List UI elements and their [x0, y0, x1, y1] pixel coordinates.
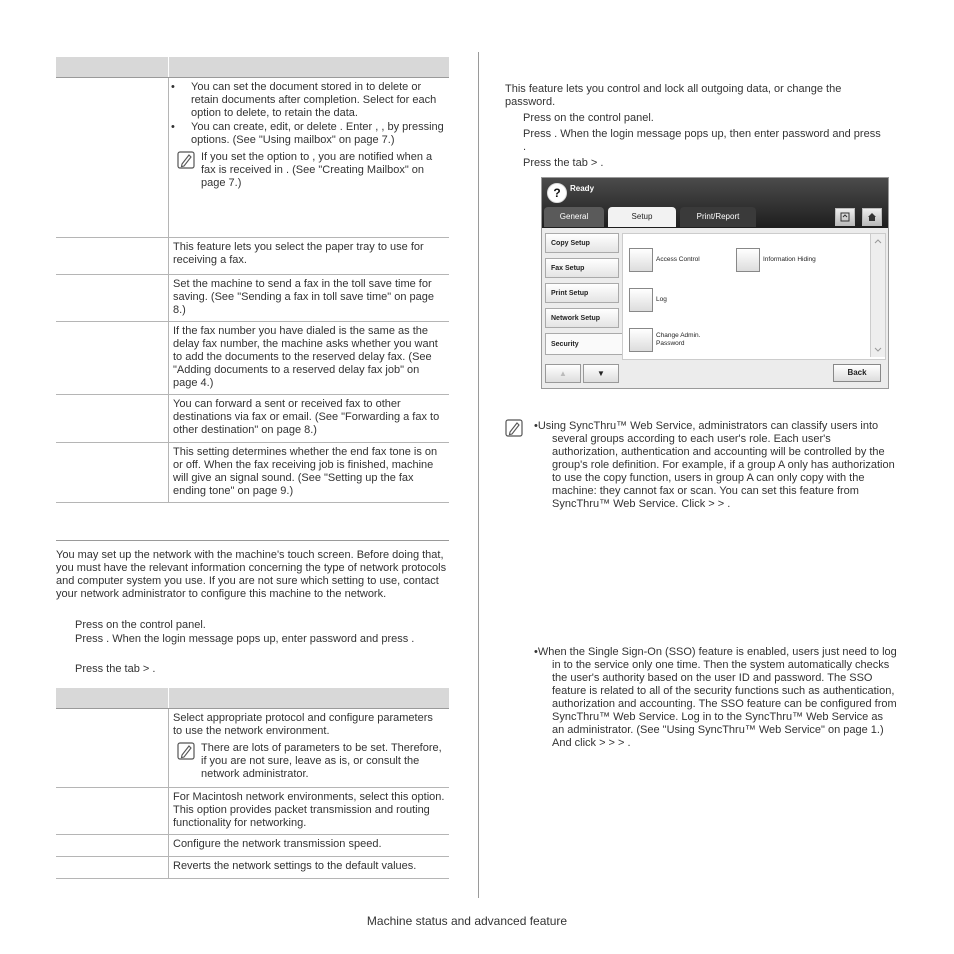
change-admin-password-label: Change Admin. Password — [656, 332, 701, 347]
control-panel-screen — [541, 177, 889, 389]
scroll-down-icon — [871, 345, 885, 355]
security-note-1: •Using SyncThru™ Web Service, administrators can classify users into several groups according to each user's role. Each user's authorization, authentication and accounting will be controlled by the group's role definition. For example, if a group A only has authorization to use the copy function, users in group A can only copy with the machine: they cannot fax or scan. You can set this feature from SyncThru™ Web Service. Click > > . — [534, 420, 895, 510]
status-text: Ready — [570, 184, 595, 193]
network-intro: You may set up the network with the machine's touch screen. Before doing that, you must have the relevant information concerning the type of network protocols and computer system you use. If you are not sure which setting to use, contact your network administrator to configure this machine to the network. — [56, 549, 447, 600]
side-item-print-setup[interactable]: Print Setup — [545, 283, 619, 303]
side-item-copy-setup[interactable]: Copy Setup — [545, 233, 619, 253]
page-footer: Machine status and advanced feature — [366, 914, 568, 928]
table-row: This setting determines whether the end fax tone is on or off. When the fax receiving job is finished, machine will give an signal sound. (See "Setting up the fax ending tone" on page 9.) — [169, 443, 450, 503]
options-area — [622, 233, 886, 360]
tab-setup[interactable]: Setup — [608, 207, 676, 227]
access-control-button[interactable] — [629, 248, 653, 272]
network-step-1: Press on the control panel. — [75, 619, 206, 631]
access-control-label: Access Control — [656, 256, 700, 263]
note-pencil-icon — [177, 151, 195, 169]
page-up-button[interactable]: ▲ — [545, 364, 581, 383]
security-intro: This feature lets you control and lock all outgoing data, or change the password. — [505, 83, 842, 108]
table-header-description — [169, 57, 450, 78]
network-step-3: Press the tab > . — [75, 663, 156, 675]
note: If you set the option to , you are notified when a fax is received in . (See "Creating Mailbox" on page 7.) — [173, 151, 445, 190]
security-step-3: Press the tab > . — [523, 157, 604, 169]
tab-general[interactable]: General — [544, 207, 604, 227]
help-button[interactable]: ? — [547, 183, 567, 203]
home-icon — [867, 212, 877, 222]
side-item-fax-setup[interactable]: Fax Setup — [545, 258, 619, 278]
note: There are lots of parameters to be set. Therefore, if you are not sure, leave as is, or consult the network administrator. — [173, 742, 445, 781]
information-hiding-button[interactable] — [736, 248, 760, 272]
information-hiding-label: Information Hiding — [763, 256, 816, 263]
change-admin-password-button[interactable] — [629, 328, 653, 352]
table-header-description — [169, 688, 450, 709]
scroll-up-icon — [871, 236, 885, 246]
log-label: Log — [656, 296, 667, 303]
table-row: Configure the network transmission speed. — [169, 835, 450, 857]
table-row: Select appropriate protocol and configure parameters to use the network environment. There are lots of parameters to be set. Therefore, if you are not sure, leave as is, or consult the network administrator. — [169, 709, 450, 788]
network-settings-table — [56, 688, 449, 879]
scrollbar[interactable] — [870, 234, 885, 357]
table-header-option — [56, 57, 169, 78]
table-row: You can forward a sent or received fax to other destinations via fax or email. (See "Forwarding a fax to other destination" on page 8.) — [169, 395, 450, 443]
table-row: Reverts the network settings to the default values. — [169, 857, 450, 879]
note-pencil-icon — [505, 419, 523, 437]
home-button[interactable] — [862, 208, 882, 226]
fax-settings-table — [56, 57, 449, 503]
table-header-option — [56, 688, 169, 709]
side-item-security[interactable]: Security — [545, 333, 623, 355]
table-row: Set the machine to send a fax in the toll save time for saving. (See "Sending a fax in toll save time" on page 8.) — [169, 275, 450, 322]
security-step-2: Press . When the login message pops up, then enter password and press . — [523, 128, 881, 153]
security-note-2: •When the Single Sign-On (SSO) feature is enabled, users just need to log in to the service only one time. Then the system automatically checks the user's authority based on the user ID and password. The SSO feature is related to all of the security functions such as authentication, authorization and accounting. The SSO feature can be configured from SyncThru™ Web Service. Log in to the SyncThru™ Web Service as an administrator. (See "Using SyncThru™ Web Service" on page 1.) And click > > > . — [534, 646, 897, 749]
job-status-icon — [840, 212, 850, 222]
security-step-1: Press on the control panel. — [523, 112, 654, 124]
page-down-button[interactable]: ▼ — [583, 364, 619, 383]
side-item-network-setup[interactable]: Network Setup — [545, 308, 619, 328]
table-row: • You can set the document stored in to delete or retain documents after completion. Select for each option to delete, to retain the data. • You can create, edit, or delete . Enter , , by pressing options. (See "Using mailbox" on page 7.) If you set the option to , you are notified when a fax is received in . (See "Creating Mailbox" on page 7.) — [169, 78, 450, 238]
note-pencil-icon — [177, 742, 195, 760]
log-button[interactable] — [629, 288, 653, 312]
table-row: This feature lets you select the paper tray to use for receiving a fax. — [169, 238, 450, 275]
back-button[interactable]: Back — [833, 364, 881, 382]
section-divider — [56, 540, 449, 541]
network-step-2: Press . When the login message pops up, enter password and press . — [75, 633, 415, 645]
table-row: If the fax number you have dialed is the same as the delay fax number, the machine asks whether you want to add the documents to the reserved delay fax. (See "Adding documents to a reserved delay fax job" on page 4.) — [169, 322, 450, 395]
tab-print-report[interactable]: Print/Report — [680, 207, 756, 227]
column-divider — [478, 52, 479, 898]
job-status-button[interactable] — [835, 208, 855, 226]
panel-header — [542, 178, 888, 228]
table-row: For Macintosh network environments, select this option. This option provides packet transmission and routing functionality for networking. — [169, 788, 450, 835]
